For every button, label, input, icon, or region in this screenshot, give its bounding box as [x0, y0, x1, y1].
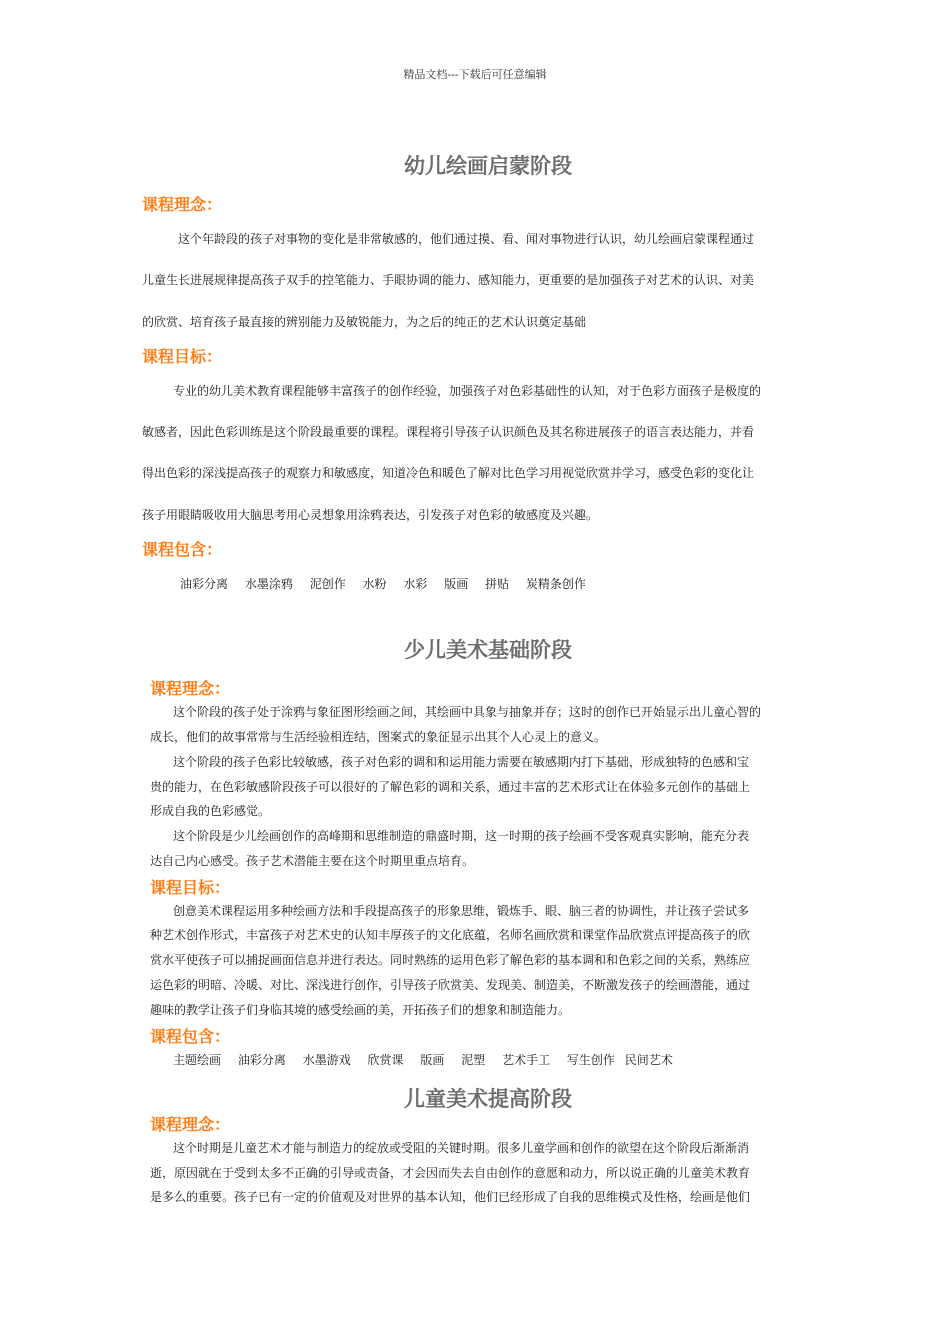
- concept-line-3-1: 这个时期是儿童艺术才能与制造力的绽放或受阻的关键时期。很多儿童学画和创作的欲望在这个阶段后渐渐消: [173, 1141, 750, 1155]
- concept-line-2-6: 这个阶段是少儿绘画创作的高峰期和思维制造的鼎盛时期，这一时期的孩子绘画不受客观真实影响，能充分表: [173, 829, 750, 843]
- concept-line-3-3: 是多么的重要。孩子已有一定的价值观及对世界的基本认知，他们已经形成了自我的思维模式及性格，绘画是他们: [150, 1190, 751, 1204]
- goal-line-2-2: 种艺术创作形式，丰富孩子对艺术史的认知丰厚孩子的文化底蕴，名师名画欣赏和课堂作品欣赏点评提高孩子的欣: [150, 928, 751, 942]
- include-item: 水墨涂鸦: [244, 577, 293, 591]
- include-item: 泥创作: [309, 577, 346, 591]
- include-list-2: [173, 1051, 686, 1068]
- goal-line-2-1: 创意美术课程运用多种绘画方法和手段提高孩子的形象思维，锻炼手、眼、脑三者的协调性，并让孩子尝试多: [173, 904, 750, 918]
- include-item: 主题绘画: [173, 1053, 222, 1067]
- include-item: 写生创作: [566, 1053, 615, 1067]
- goal-line-1-1: 专业的幼儿美术教育课程能够丰富孩子的创作经验，加强孩子对色彩基础性的认知，对于色彩方面孩子是极度的: [173, 384, 762, 398]
- goal-line-2-4: 运色彩的明暗、冷暖、对比、深浅进行创作，引导孩子欣赏美、发现美、制造美，不断激发孩子的绘画潜能，通过: [150, 978, 751, 992]
- concept-heading-1: 课程理念：: [142, 195, 223, 214]
- include-item: 欣赏课: [367, 1053, 404, 1067]
- include-heading-2: 课程包含：: [150, 1027, 231, 1046]
- include-item: 水粉: [362, 577, 387, 591]
- concept-line-2-2: 成长，他们的故事常常与生活经验相连结，图案式的象征显示出其个人心灵上的意义。: [150, 730, 607, 744]
- goal-line-2-5: 趣味的教学让孩子们身临其境的感受绘画的美，开拓孩子们的想象和制造能力。: [150, 1003, 571, 1017]
- header-note: 精品文档---下载后可任意编辑: [403, 68, 547, 81]
- goal-line-1-3: 得出色彩的深浅提高孩子的观察力和敏感度，知道冷色和暖色了解对比色学习用视觉欣赏并学习，感受色彩的变化让: [142, 466, 755, 480]
- goal-line-1-4: 孩子用眼睛吸收用大脑思考用心灵想象用涂鸦表达，引发孩子对色彩的敏感度及兴趣。: [142, 508, 599, 522]
- concept-line-2-7: 达自己内心感受。孩子艺术潜能主要在这个时期里重点培育。: [150, 854, 475, 868]
- concept-heading-3: 课程理念：: [150, 1115, 231, 1134]
- section-title-1: 幼儿绘画启蒙阶段: [404, 154, 572, 178]
- concept-line-2-1: 这个阶段的孩子处于涂鸦与象征图形绘画之间，其绘画中具象与抽象并存；这时的创作已开始显示出儿童心智的: [173, 705, 762, 719]
- concept-line-2-3: 这个阶段的孩子色彩比较敏感，孩子对色彩的调和和运用能力需要在敏感期内打下基础，形成独特的色感和宝: [173, 755, 750, 769]
- include-item: 泥塑: [461, 1053, 486, 1067]
- section-title-3: 儿童美术提高阶段: [404, 1087, 572, 1111]
- include-item: 水墨游戏: [302, 1053, 351, 1067]
- concept-line-1-1: 这个年龄段的孩子对事物的变化是非常敏感的，他们通过摸、看、闻对事物进行认识，幼儿绘画启蒙课程通过: [178, 232, 755, 246]
- include-heading-1: 课程包含：: [142, 540, 223, 559]
- include-item: 版画: [420, 1053, 445, 1067]
- include-item: 艺术手工: [502, 1053, 551, 1067]
- include-item: 油彩分离: [237, 1053, 286, 1067]
- section-title-2: 少儿美术基础阶段: [404, 638, 572, 662]
- include-item: 民间艺术: [624, 1053, 673, 1067]
- goal-line-1-2: 敏感者，因此色彩训练是这个阶段最重要的课程。课程将引导孩子认识颜色及其名称进展孩子的语言表达能力，并看: [142, 425, 755, 439]
- goal-line-2-3: 赏水平使孩子可以捕捉画面信息并进行表达。同时熟练的运用色彩了解色彩的基本调和和色彩之间的关系，熟练应: [150, 953, 751, 967]
- concept-heading-2: 课程理念：: [150, 679, 231, 698]
- goal-heading-2: 课程目标：: [150, 878, 231, 897]
- include-list-1: [180, 575, 599, 592]
- concept-line-3-2: 逝，原因就在于受到太多不正确的引导或责备，才会因而失去自由创作的意愿和动力，所以说正确的儿童美术教育: [150, 1166, 751, 1180]
- concept-line-1-3: 的欣赏、培育孩子最直接的辨别能力及敏锐能力，为之后的纯正的艺术认识奠定基础: [142, 315, 587, 329]
- include-item: 拼贴: [485, 577, 510, 591]
- include-item: 炭精条创作: [525, 577, 586, 591]
- include-item: 油彩分离: [180, 577, 229, 591]
- concept-line-2-5: 形成自我的色彩感觉。: [150, 804, 271, 818]
- concept-line-2-4: 贵的能力，在色彩敏感阶段孩子可以很好的了解色彩的调和关系，通过丰富的艺术形式让在体验多元创作的基础上: [150, 780, 751, 794]
- concept-line-1-2: 儿童生长进展规律提高孩子双手的控笔能力、手眼协调的能力、感知能力，更重要的是加强孩子对艺术的认识、对美: [142, 273, 755, 287]
- goal-heading-1: 课程目标：: [142, 347, 223, 366]
- include-item: 版画: [444, 577, 469, 591]
- include-item: 水彩: [403, 577, 428, 591]
